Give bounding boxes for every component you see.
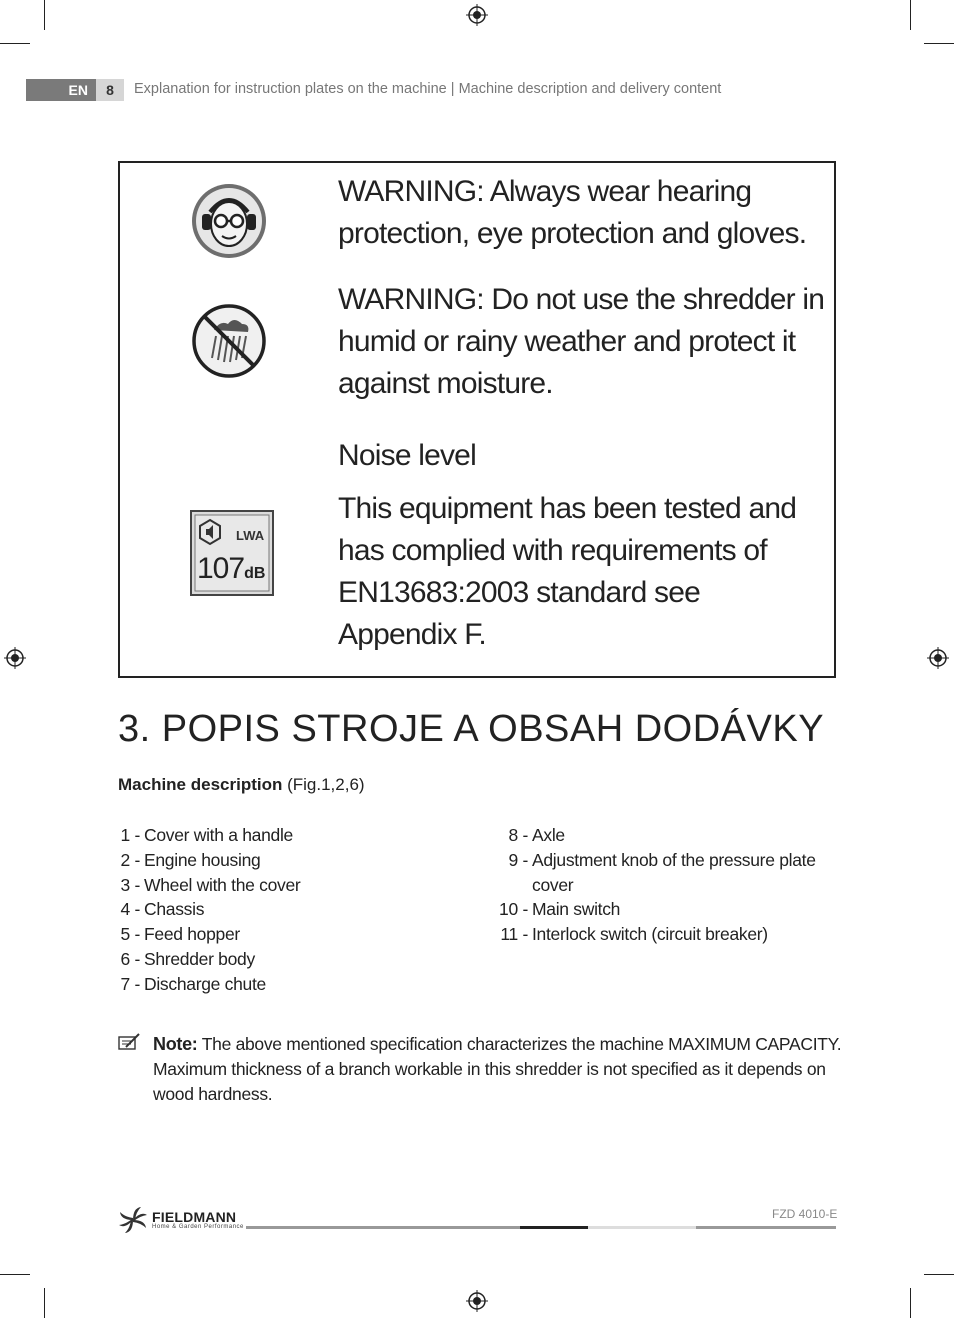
fieldmann-swirl-icon [118, 1205, 148, 1235]
brand-tagline: Home & Garden Performance [152, 1224, 244, 1230]
lwa-label: LWA [236, 528, 265, 543]
registration-mark-icon [927, 647, 949, 669]
note-paragraph [153, 1032, 843, 1107]
list-item: 6 - Shredder body [120, 948, 255, 969]
subhead-bold: Machine description [118, 775, 283, 794]
crop-mark [910, 0, 911, 30]
parts-list-left [118, 823, 300, 997]
footer-rule [520, 1226, 588, 1229]
registration-mark-icon [466, 4, 488, 26]
warning-text-protection: WARNING: Always wear hearing protection, eye protection and gloves. [338, 175, 807, 250]
model-number: FZD 4010-E [772, 1207, 838, 1221]
noise-value [197, 552, 265, 586]
parts-list-right [498, 823, 816, 947]
crop-mark [924, 1274, 954, 1275]
list-item: cover [532, 874, 574, 895]
list-item: 4 - Chassis [120, 899, 205, 920]
language-badge: EN [26, 79, 96, 101]
list-item: 11 - Interlock switch (circuit breaker) [500, 924, 768, 945]
warning-plates-box [118, 161, 836, 678]
note-label: Note: [153, 1034, 198, 1054]
protection-gear-icon [190, 182, 268, 260]
registration-mark-icon [466, 1290, 488, 1312]
list-item: 9 - Adjustment knob of the pressure plate [508, 849, 816, 870]
section-title: 3. POPIS STROJE A OBSAH DODÁVKY [118, 708, 825, 750]
running-header: Explanation for instruction plates on the machine | Machine description and delivery content [134, 81, 722, 97]
brand-logo [118, 1205, 244, 1235]
brand-name: FIELDMANN [152, 1209, 237, 1225]
registration-mark-icon [4, 647, 26, 669]
footer-rule [246, 1226, 520, 1229]
machine-description-subhead [118, 775, 365, 795]
noise-level-text: This equipment has been tested and has complied with requirements of EN13683:2003 standard see Appendix F. [338, 492, 797, 651]
list-item: 8 - Axle [508, 825, 565, 845]
crop-mark [924, 43, 954, 44]
page-number: 8 [96, 79, 124, 101]
footer-rule [696, 1226, 836, 1229]
list-item: 1 - Cover with a handle [120, 825, 293, 845]
crop-mark [910, 1288, 911, 1318]
subhead-fig-ref: (Fig.1,2,6) [282, 775, 365, 794]
list-item: 10 - Main switch [499, 899, 621, 920]
list-item: 7 - Discharge chute [120, 973, 266, 994]
list-item: 3 - Wheel with the cover [120, 874, 301, 895]
crop-mark [0, 1274, 30, 1275]
crop-mark [0, 43, 30, 44]
noise-number: 107 [197, 552, 245, 585]
crop-mark [44, 1288, 45, 1318]
noise-level-heading: Noise level [338, 439, 476, 472]
note-body: The above mentioned specification characterizes the machine MAXIMUM CAPACITY. Maximum thickness of a branch workable in this shredder is not specified as it depends on wood hardness. [153, 1034, 842, 1104]
noise-unit: dB [244, 565, 266, 582]
warning-text-moisture: WARNING: Do not use the shredder in humid or rainy weather and protect it against moisture. [338, 283, 825, 400]
list-item: 2 - Engine housing [120, 849, 261, 870]
footer-rule [588, 1226, 696, 1229]
crop-mark [44, 0, 45, 30]
no-rain-icon [190, 302, 268, 380]
list-item: 5 - Feed hopper [120, 924, 240, 945]
note-pencil-icon [118, 1033, 140, 1051]
